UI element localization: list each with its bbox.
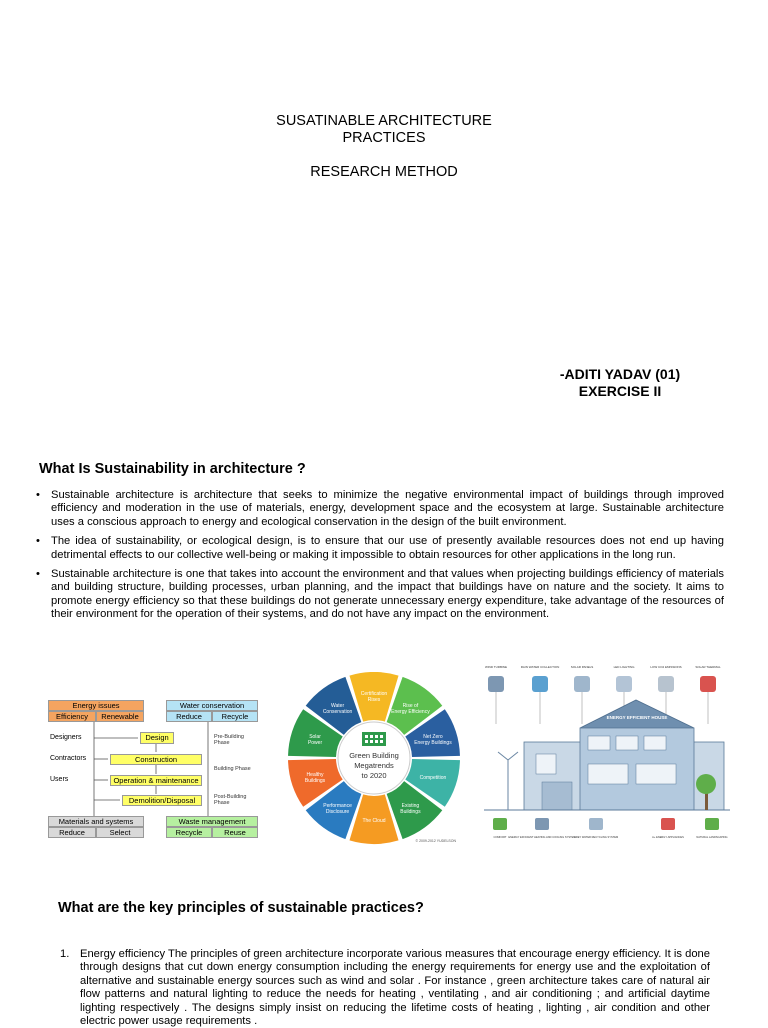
- house-feature-icon: [700, 676, 716, 692]
- waste-box: Waste management: [166, 816, 258, 827]
- house-roof: [580, 700, 694, 728]
- wheel-segment-label: Solar Power: [307, 733, 323, 746]
- section-heading-sustainability: What Is Sustainability in architecture ?: [39, 461, 306, 477]
- house-feature-icon: [616, 676, 632, 692]
- title-block: [0, 113, 768, 181]
- efficiency-box: Efficiency: [48, 711, 96, 722]
- reduce-materials-box: Reduce: [48, 827, 96, 838]
- title-line-1: SUSATINABLE ARCHITECTURE: [276, 113, 492, 129]
- house-feature-icon: [658, 676, 674, 692]
- users-label: Users: [50, 776, 69, 783]
- wheel-segment-label: Water Conservation: [322, 702, 353, 715]
- principle-text: Energy efficiency The principles of green architecture incorporate various measures that encourage energy efficiency. It is done through designs that cut down energy consumption including the energy requirements for energy use and the exploitation of alternative and sustainable energy sources such as wind and solar . For instance , green architecture takes care of natural air flow patterns and natural lighting to reduce the needs for heating , ventilating , and air conditioning ; and artificial daytime lighting respectively . The designs simply insist on reducing the lifetime costs of heating , lighting , air condition and other electric power usage requirements .: [80, 948, 710, 1028]
- house-feature-icon: [488, 676, 504, 692]
- energy-issues-box: Energy issues: [48, 700, 144, 711]
- reduce-box: Reduce: [166, 711, 212, 722]
- principle-item: [60, 948, 710, 1028]
- house-bottom-label: ENERGY EFFICIENT HEATING AND COOLING SYSTEM: [508, 836, 576, 839]
- section-heading-principles: What are the key principles of sustainable practices?: [58, 900, 424, 916]
- house-top-label: RAIN WATER COLLECTION: [520, 665, 560, 669]
- wheel-center-line-3: to 2020: [361, 771, 387, 780]
- reuse-box: Reuse: [212, 827, 258, 838]
- materials-box: Materials and systems: [48, 816, 144, 827]
- lifecycle-flow-diagram: [48, 698, 260, 842]
- title-line-2: PRACTICES: [342, 130, 426, 146]
- principles-list: [60, 948, 710, 1028]
- wheel-segment-label: Healthy Buildings: [304, 772, 326, 785]
- contractors-label: Contractors: [50, 755, 87, 762]
- pre-building-note: Pre-Building Phase: [214, 734, 244, 746]
- wind-turbine-icon: [498, 752, 518, 810]
- building-note: Building Phase: [214, 766, 251, 772]
- house-bottom-icon: [493, 818, 507, 830]
- energy-efficient-house-illustration: [484, 664, 730, 848]
- demolition-box: Demolition/Disposal: [122, 795, 202, 806]
- sustainability-bullets: [36, 489, 724, 628]
- wheel-segment-label: Existing Buildings: [400, 803, 421, 816]
- wheel-segment-label: The Cloud: [362, 818, 386, 824]
- house-top-label: LOW CO2 EMISSIONS: [650, 665, 682, 669]
- house-bottom-label: NATURAL LANDSCAPING: [696, 836, 728, 839]
- house-top-label: SOLAR THERMAL: [695, 665, 721, 669]
- wheel-center-line-1: Green Building: [349, 751, 399, 760]
- title-line-3: RESEARCH METHOD: [310, 164, 458, 180]
- design-box: Design: [140, 732, 174, 744]
- house-feature-icon: [532, 676, 548, 692]
- bullet-item: • The idea of sustainability, or ecological design, is to ensure that our use of presently available resources does not end up having detrimental effects to our collective well-being or making it impossible to obtain resources for other applications in the long run.: [36, 535, 724, 562]
- house-feature-icon: [574, 676, 590, 692]
- recycle-box: Recycle: [212, 711, 258, 722]
- operation-box: Operation & maintenance: [110, 775, 202, 786]
- wheel-center-line-2: Megatrends: [354, 761, 394, 770]
- exercise-label: EXERCISE II: [578, 383, 662, 399]
- house-bottom-icon: [589, 818, 603, 830]
- bullet-item: • Sustainable architecture is one that takes into account the environment and that values when projecting buildings efficiency of materials and building structure, building processes, urban planning, and the impact that buildings have on nature and the society. It aims to promote energy efficiency so that these buildings do not generate unnecessary energy expenditure, take advantage of the resources of their environment for the operation of their systems, and do not have any impact on the environment.: [36, 568, 724, 622]
- principle-number: 1.: [60, 948, 70, 960]
- wheel-segment-label: Rise of Energy Efficiency: [391, 702, 430, 715]
- post-building-note: Post-Building Phase: [214, 794, 247, 806]
- house-top-label: SOLAR PANELS: [570, 665, 594, 669]
- recycle-waste-box: Recycle: [166, 827, 212, 838]
- wheel-segment-label: Performance Disclosure: [323, 803, 352, 816]
- wheel-segment-label: Certification Rises: [360, 691, 388, 703]
- house-bottom-label: GREY WATER RECYCLING SYSTEM: [573, 836, 619, 839]
- house-banner: ENERGY EFFICIENT HOUSE: [606, 715, 668, 720]
- author-name: -ADITI YADAV (01): [559, 366, 681, 382]
- green-building-wheel: [284, 672, 464, 848]
- house-top-label: WIND TURBINE: [485, 665, 507, 669]
- house-bottom-icon: [535, 818, 549, 830]
- wheel-segment-label: Net Zero Energy Buildings: [414, 733, 452, 746]
- house-top-label: LED LIGHTING: [613, 665, 635, 669]
- bullet-item: • Sustainable architecture is architecture that seeks to minimize the negative environmental impact of buildings through improved efficiency and moderation in the use of materials, energy, development space and the ecosystem at large. Sustainable architecture uses a conscious approach to energy and ecological conservation in the design of the built environment.: [36, 489, 724, 529]
- water-conservation-box: Water conservation: [166, 700, 258, 711]
- building-icon: [362, 732, 386, 746]
- select-box: Select: [96, 827, 144, 838]
- wheel-copyright: © 2009-2012 YUDELSON: [415, 839, 456, 843]
- house-bottom-icon: [661, 818, 675, 830]
- house-bottom-label: COMFORT: [493, 836, 507, 839]
- house-bottom-icon: [705, 818, 719, 830]
- house-bottom-label: A+ ENERGY APPLIANCES: [652, 836, 684, 839]
- designers-label: Designers: [50, 734, 82, 741]
- wheel-segment-label: Competition: [419, 775, 447, 782]
- construction-box: Construction: [110, 754, 202, 765]
- renewable-box: Renewable: [96, 711, 144, 722]
- author-block: [520, 366, 720, 400]
